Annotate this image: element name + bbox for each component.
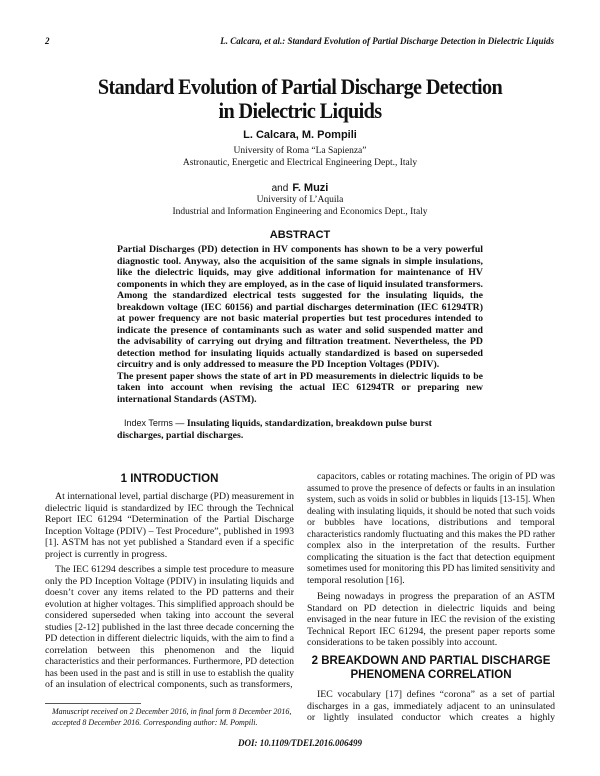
- affiliation-1-dept: Astronautic, Energetic and Electrical Engineering Dept., Italy: [182, 158, 418, 168]
- text-line-content: project is currently in progress.: [45, 548, 168, 560]
- text-line: [307, 575, 555, 587]
- text-line-content: evolution at higher voltages. This simplified approach should be: [45, 598, 294, 610]
- text-line-content: complex also in the interpretation of the results. Further: [307, 540, 555, 551]
- and-text: and: [271, 183, 289, 194]
- text-line-content: The IEC 61294 describes a simple test procedure to measure: [55, 564, 294, 575]
- affiliation-2-university: University of L’Aquila: [256, 195, 344, 205]
- text-line-content: Standard on PD detection in dielectric liquids and being: [307, 602, 555, 614]
- text-line-content: Being nowadays in progress the preparation of an ASTM: [317, 591, 555, 602]
- author-muzi: F. Muzi: [292, 182, 329, 194]
- doi: DOI: 10.1109/TDEI.2016.006499: [237, 738, 362, 748]
- text-line-content: taken into account when revising the actual IEC 61294TR or preparing new: [117, 382, 483, 393]
- text-line: [117, 394, 483, 406]
- text-line-content: complicating the situation is the fact that detection equipment: [307, 551, 555, 563]
- text-line: [307, 689, 555, 701]
- text-line: [45, 491, 294, 503]
- text-line: [45, 587, 294, 599]
- index-terms-text: Insulating liquids, standardization, breakdown pulse burst: [186, 418, 432, 429]
- text-line-content: doesn’t cover any items related to the PD patterns and their: [45, 587, 294, 598]
- title-line-2: in Dielectric Liquids: [218, 98, 382, 123]
- text-line-content: [1]. ASTM has not yet published a Standard even if a specific: [45, 537, 294, 548]
- text-line-content: indicate the presence of contaminants such as water and solid suspended matter and: [117, 324, 483, 336]
- text-line-content: Partial Discharges (PD) detection in HV components has shown to be a very powerful: [117, 244, 483, 255]
- text-line: [117, 371, 483, 383]
- text-line: [45, 622, 294, 634]
- text-line-content: studies [2-12] published in the last three decade concerning the: [45, 621, 294, 633]
- text-line: [45, 645, 294, 657]
- index-terms: [117, 418, 483, 441]
- section-1-heading: 1 INTRODUCTION: [120, 473, 219, 485]
- text-line: [45, 503, 294, 515]
- text-line-content: like the dielectric liquids, may give additional information for maintenance of HV: [117, 267, 483, 278]
- text-line: [307, 540, 555, 552]
- text-line: [45, 514, 294, 526]
- text-line: [307, 471, 555, 483]
- text-line-content: dealing with insulating liquids, it should be noted that such voids: [307, 505, 555, 517]
- text-line-content: IEC vocabulary [17] defines “corona” as a set of partial: [317, 689, 555, 700]
- text-line-content: The present paper shows the state of art in PD measurements in dielectric liquids to be: [117, 370, 483, 382]
- section-1-right-body: [307, 471, 555, 649]
- authors-group-1: L. Calcara, M. Pompili: [243, 129, 357, 141]
- affiliation-1-university: University of Roma “La Sapienza”: [233, 146, 367, 156]
- text-line: [45, 668, 294, 680]
- text-line-content: capacitors, cables or rotating machines. The origin of PD was: [317, 471, 555, 482]
- text-line-content: at power frequency are not basic material properties but test procedures intended to: [117, 313, 483, 324]
- text-line-content: has been used in the past and is still in use to establish the quality: [45, 667, 294, 679]
- text-line: [307, 637, 555, 649]
- text-line: [117, 348, 483, 360]
- running-head: L. Calcara, et al.: Standard Evolution of Partial Discharge Detection in Dielectric Liquids: [220, 36, 554, 46]
- text-line-content: characteristics randomly fluctuating and this makes the PD rather: [307, 528, 555, 540]
- footnote-line: accepted 8 December 2016. Corresponding author: M. Pompili.: [52, 718, 258, 727]
- page-number: 2: [45, 36, 50, 46]
- text-line: [307, 506, 555, 518]
- text-line-content: the advisability of carrying out drying and filtration treatment. Nevertheless, the PD: [117, 336, 483, 347]
- text-line: [307, 712, 555, 724]
- text-line: [45, 599, 294, 611]
- text-line: [117, 267, 483, 279]
- text-line-content: sometimes used for monitoring this PD has limited sensitivity and: [307, 563, 555, 574]
- text-line-content: considerations to be taken possibly into account.: [307, 637, 498, 648]
- section-2-body: [307, 689, 555, 724]
- text-line: [45, 537, 294, 549]
- text-line: [117, 325, 483, 337]
- text-line-content: dielectric liquid is standardized by IEC through the Technical: [45, 502, 294, 514]
- text-line: [45, 564, 294, 576]
- text-line: [45, 549, 294, 561]
- text-line: [117, 382, 483, 394]
- section-2-heading: [307, 654, 555, 682]
- index-terms-line: [117, 418, 483, 430]
- text-line-content: of an insulation of electrical components, such as transformers,: [45, 679, 293, 690]
- title-line-1: Standard Evolution of Partial Discharge Detection: [97, 74, 503, 99]
- text-line-content: Inception Voltage (PDIV) – Test Procedure”, published in 1993: [45, 525, 294, 537]
- text-line: [307, 483, 555, 495]
- text-line: [307, 529, 555, 541]
- text-line-content: envisaged in the near future in IEC the revision of the existing: [307, 614, 555, 625]
- text-line-content: At international level, partial discharge (PD) measurement in: [55, 491, 294, 502]
- text-line: [117, 359, 483, 371]
- text-line: [117, 256, 483, 268]
- text-line: [117, 313, 483, 325]
- text-line: [307, 552, 555, 564]
- text-line: [307, 591, 555, 603]
- text-line-content: characteristics and their performances. Furthermore, PD detection: [45, 656, 294, 667]
- text-line-content: PD detection in different dielectric liquids, with the aim to find a: [45, 633, 294, 644]
- text-line: [45, 610, 294, 622]
- text-line: [117, 302, 483, 314]
- text-line: [45, 679, 294, 691]
- affiliation-2-dept: Industrial and Information Engineering and Economics Dept., Italy: [172, 207, 428, 217]
- text-line-content: system, such as voids in solid or bubbles in liquids [13-15]. When: [307, 494, 555, 505]
- text-line: [45, 633, 294, 645]
- text-line-content: Technical Report IEC 61294, the present paper reports some: [307, 625, 555, 637]
- abstract-heading: ABSTRACT: [269, 229, 331, 241]
- section-2-heading-line-2: PHENOMENA CORRELATION: [350, 669, 512, 681]
- text-line-content: breakdown voltage (IEC 60156) and partial discharges determination (IEC 61294TR): [117, 301, 483, 313]
- section-2-heading-line-1: 2 BREAKDOWN AND PARTIAL DISCHARGE: [311, 655, 551, 667]
- text-line: [117, 279, 483, 291]
- footnote-divider: [45, 703, 141, 704]
- text-line: [45, 576, 294, 588]
- text-line: [117, 244, 483, 256]
- text-line-content: assumed to prove the presence of defects or faults in an insulation: [307, 482, 555, 494]
- text-line-content: diagnostic tool. Anyway, also the acquisition of the same signals in simple insulations,: [117, 255, 483, 267]
- text-line-content: components in which they are employed, as in the case of liquid insulated transformers.: [117, 278, 483, 290]
- footnote-line: Manuscript received on 2 December 2016, in final form 8 December 2016,: [52, 707, 292, 716]
- text-line-content: considered superseded when taking into account the several: [45, 610, 294, 621]
- text-line-content: detection method for insulating liquids actually standardized is based on superseded: [117, 347, 483, 359]
- text-line-content: Among the standardized electrical tests suggested for the insulating liquids, the: [117, 290, 483, 301]
- footnote: [52, 706, 292, 728]
- index-terms-label: Index Terms —: [124, 418, 185, 428]
- section-1-left-body: [45, 491, 294, 691]
- text-line: [307, 494, 555, 506]
- text-line: [45, 656, 294, 668]
- text-line: [307, 614, 555, 626]
- text-line-content: temporal resolution [16].: [307, 574, 405, 586]
- text-line-content: international Standards (ASTM).: [117, 393, 257, 405]
- text-line: [307, 626, 555, 638]
- text-line-content: Report IEC 61294 “Determination of the Partial Discharge: [45, 514, 294, 525]
- text-line: [117, 336, 483, 348]
- text-line: [307, 701, 555, 713]
- abstract-body: [117, 244, 483, 405]
- text-line-content: only the PD Inception Voltage (PDIV) in insulating liquids and: [45, 575, 294, 587]
- text-line-content: or bubbles have locations, distributions and temporal: [307, 517, 555, 528]
- index-terms-line: discharges, partial discharges.: [117, 429, 244, 441]
- text-line-content: or lightly insulated conductor which creates a highly: [307, 712, 555, 723]
- text-line: [307, 563, 555, 575]
- text-line: [307, 603, 555, 615]
- text-line-content: correlation between this phenomenon and the liquid: [45, 644, 294, 656]
- text-line: [307, 517, 555, 529]
- text-line: [45, 526, 294, 538]
- text-line-content: discharges in a gas, immediately adjacent to an uninsulated: [307, 700, 555, 712]
- text-line-content: circuitry and is only addressed to measure the PD Inception Voltages (PDIV).: [117, 359, 440, 370]
- text-line: [117, 290, 483, 302]
- paper-title: [24, 75, 576, 123]
